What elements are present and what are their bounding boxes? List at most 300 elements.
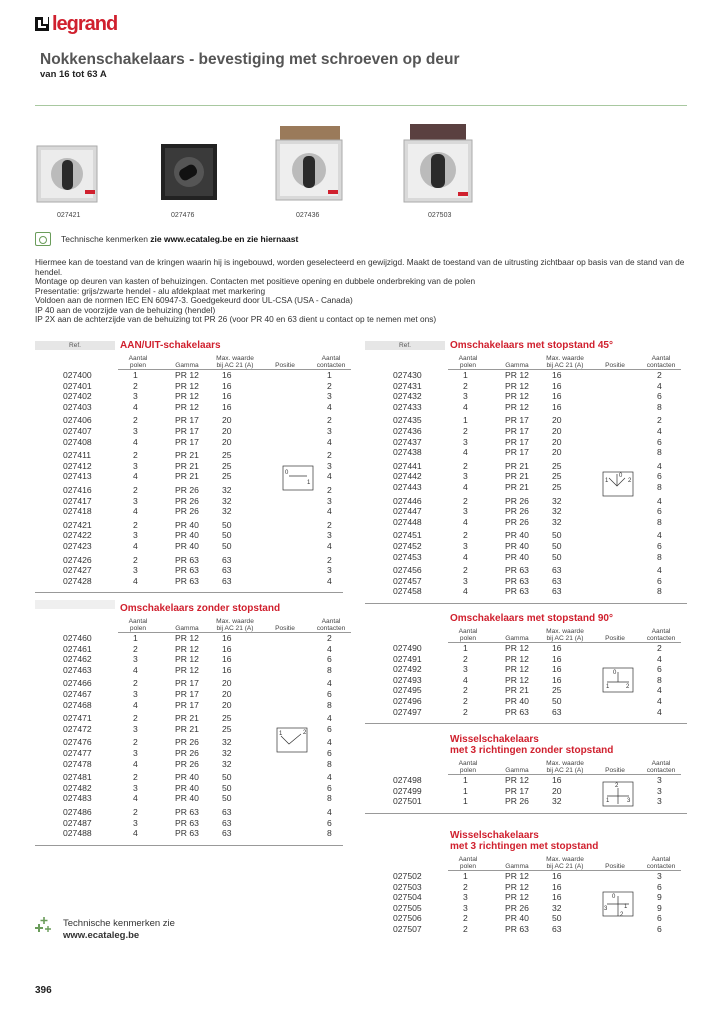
diagram-label: 3: [604, 906, 608, 912]
page-number: 396: [35, 985, 52, 996]
max-cell: 32: [552, 902, 562, 913]
max-cell: 32: [222, 737, 232, 748]
contacten-cell: 8: [657, 482, 662, 492]
product-image-2: [155, 130, 225, 219]
contacten-cell: 8: [657, 447, 662, 458]
polen-cell: 2: [463, 653, 468, 664]
diagram-label: 1: [606, 684, 610, 690]
max-cell: 50: [552, 551, 562, 562]
contacten-cell: 4: [327, 772, 332, 783]
section-bottom-line: [365, 603, 687, 604]
polen-cell: 3: [133, 391, 138, 402]
gamma-cell: PR 40: [505, 541, 529, 551]
legrand-logo: [35, 14, 117, 34]
polen-cell: 3: [133, 426, 138, 436]
contacten-cell: 6: [657, 436, 662, 447]
col-header-polen: polen: [129, 362, 147, 369]
max-cell: 25: [552, 460, 562, 471]
contacten-cell: 8: [327, 664, 332, 675]
contacten-cell: 4: [327, 643, 332, 654]
intro-line: IP 40 aan de voorzijde van de behuizing (hendel): [35, 304, 216, 315]
contacten-cell: 4: [657, 426, 662, 436]
ref-cell: 027488: [63, 828, 92, 839]
tech-prefix: Technische kenmerken: [61, 234, 151, 244]
ref-cell: 027481: [63, 772, 92, 783]
gamma-cell: PR 40: [175, 793, 199, 804]
max-cell: 32: [222, 485, 232, 495]
polen-cell: 4: [133, 471, 138, 482]
ref-cell: 027471: [63, 713, 92, 724]
contacten-cell: 9: [657, 892, 662, 903]
max-cell: 16: [222, 370, 232, 380]
ref-cell: 027497: [393, 706, 422, 717]
gamma-cell: PR 26: [505, 506, 529, 517]
gamma-cell: PR 17: [175, 436, 199, 447]
max-cell: 63: [222, 817, 232, 828]
ref-cell: 027482: [63, 782, 92, 793]
intro-line: IP 2X aan de achterzijde van de behuizing tot PR 26 (voor PR 40 en 63 dient u contact op te nemen met ons): [35, 314, 437, 324]
gamma-cell: PR 21: [175, 460, 199, 471]
contacten-cell: 2: [327, 415, 332, 426]
max-cell: 16: [552, 643, 562, 653]
polen-cell: 3: [463, 575, 468, 586]
gamma-cell: PR 21: [175, 713, 199, 724]
col-header-contacten: Aantal: [321, 618, 341, 625]
diagram-label: 0: [613, 670, 617, 676]
polen-cell: 3: [463, 391, 468, 402]
gamma-cell: PR 12: [505, 871, 529, 881]
ref-cell: 027400: [63, 370, 92, 380]
polen-cell: 2: [133, 678, 138, 689]
col-header-polen: polen: [459, 635, 477, 642]
contacten-cell: 6: [657, 664, 662, 675]
polen-cell: 4: [463, 447, 468, 458]
ref-cell: 027401: [63, 380, 92, 391]
section-bottom-line: [35, 592, 343, 593]
gamma-cell: PR 26: [175, 485, 199, 495]
polen-cell: 4: [133, 575, 138, 586]
max-cell: 32: [222, 506, 232, 517]
col-header-contacten: contacten: [646, 767, 676, 774]
contacten-cell: 4: [327, 541, 332, 551]
diagram-label: 1: [606, 798, 610, 804]
contacten-cell: 3: [327, 426, 332, 436]
polen-cell: 2: [133, 807, 138, 817]
polen-cell: 2: [463, 706, 468, 717]
diagram-label: 1: [307, 480, 311, 486]
polen-cell: 2: [463, 924, 468, 934]
col-header-positie: Positie: [275, 625, 295, 632]
max-cell: 63: [222, 807, 232, 817]
ref-cell: 027437: [393, 436, 422, 447]
contacten-cell: 6: [657, 575, 662, 586]
col-header-max: Max. waarde: [546, 760, 584, 767]
gamma-cell: PR 26: [175, 506, 199, 517]
max-cell: 16: [222, 633, 232, 643]
ref-cell: 027423: [63, 541, 92, 551]
gamma-cell: PR 26: [505, 902, 529, 913]
ref-cell: 027406: [63, 415, 92, 426]
contacten-cell: 3: [327, 530, 332, 541]
ref-cell: 027498: [393, 775, 422, 785]
max-cell: 20: [222, 699, 232, 710]
ref-cell: 027491: [393, 653, 422, 664]
col-header-contacten: Aantal: [651, 760, 671, 767]
tech-link[interactable]: zie www.ecataleg.be en zie hiernaast: [150, 234, 299, 244]
max-cell: 20: [552, 436, 562, 447]
gamma-cell: PR 17: [175, 699, 199, 710]
max-cell: 50: [222, 782, 232, 793]
contacten-cell: 4: [327, 737, 332, 748]
col-header-contacten: Aantal: [321, 355, 341, 362]
section-title: AAN/UIT-schakelaars: [120, 340, 221, 351]
contacten-cell: 4: [327, 713, 332, 724]
ref-cell: 027492: [393, 664, 422, 675]
diagram-label: 1: [279, 731, 283, 737]
col-header-polen: Aantal: [458, 760, 478, 767]
max-cell: 63: [552, 924, 562, 934]
gamma-cell: PR 63: [175, 807, 199, 817]
polen-cell: 4: [133, 758, 138, 769]
max-cell: 20: [222, 415, 232, 426]
product-image-4: [400, 120, 480, 219]
col-header-polen: polen: [459, 863, 477, 870]
diagram-label: 0: [612, 894, 616, 900]
max-cell: 16: [222, 380, 232, 391]
footer-tech-line: Technische kenmerken zie: [63, 918, 175, 929]
max-cell: 16: [222, 654, 232, 665]
gamma-cell: PR 12: [505, 674, 529, 685]
contacten-cell: 2: [327, 519, 332, 530]
polen-cell: 4: [463, 482, 468, 492]
contacten-cell: 4: [657, 565, 662, 576]
diagram-label: 2: [620, 912, 624, 918]
max-cell: 16: [552, 380, 562, 391]
gamma-cell: PR 26: [175, 737, 199, 748]
ref-header: Ref.: [35, 341, 115, 350]
contacten-cell: 2: [327, 554, 332, 565]
gamma-cell: PR 40: [505, 530, 529, 541]
ref-cell: 027499: [393, 785, 422, 796]
ref-cell: 027408: [63, 436, 92, 447]
ref-cell: 027458: [393, 586, 422, 597]
max-cell: 32: [222, 495, 232, 506]
max-cell: 50: [222, 530, 232, 541]
polen-cell: 4: [133, 664, 138, 675]
max-cell: 16: [552, 892, 562, 903]
contacten-cell: 9: [657, 902, 662, 913]
ref-cell: 027435: [393, 415, 422, 426]
col-header-contacten: Aantal: [651, 628, 671, 635]
polen-cell: 1: [133, 370, 138, 380]
ref-cell: 027468: [63, 699, 92, 710]
ref-spacer-bar: [35, 600, 115, 609]
polen-cell: 3: [133, 817, 138, 828]
gamma-cell: PR 12: [175, 401, 199, 412]
diagram-label: 0: [619, 473, 623, 479]
contacten-cell: 4: [327, 807, 332, 817]
ref-cell: 027411: [63, 450, 92, 461]
gamma-cell: PR 26: [505, 796, 529, 807]
gamma-cell: PR 12: [175, 391, 199, 402]
polen-cell: 3: [133, 654, 138, 665]
gamma-cell: PR 63: [505, 586, 529, 597]
max-cell: 50: [552, 541, 562, 551]
polen-cell: 1: [463, 643, 468, 653]
polen-cell: 1: [463, 785, 468, 796]
contacten-cell: 3: [327, 460, 332, 471]
diagram-label: 2: [626, 684, 630, 690]
gamma-cell: PR 40: [175, 530, 199, 541]
polen-cell: 3: [463, 471, 468, 482]
ref-cell: 027460: [63, 633, 92, 643]
header-underline: [448, 870, 681, 871]
max-cell: 25: [222, 460, 232, 471]
gamma-cell: PR 17: [505, 436, 529, 447]
ref-cell: 027417: [63, 495, 92, 506]
contacten-cell: 8: [657, 401, 662, 412]
product-image-1: [35, 130, 105, 219]
col-header-contacten: Aantal: [651, 856, 671, 863]
col-header-gamma: Gamma: [505, 767, 529, 774]
contacten-cell: 6: [657, 391, 662, 402]
polen-cell: 3: [463, 664, 468, 675]
section-title: Wisselschakelaars: [450, 734, 539, 745]
ref-cell: 027418: [63, 506, 92, 517]
ref-cell: 027416: [63, 485, 92, 495]
col-header-contacten: contacten: [646, 362, 676, 369]
ref-cell: 027403: [63, 401, 92, 412]
contacten-cell: 6: [327, 723, 332, 734]
ref-cell: 027412: [63, 460, 92, 471]
header-underline: [448, 369, 681, 370]
ref-cell: 027446: [393, 495, 422, 506]
polen-cell: 4: [463, 516, 468, 527]
col-header-polen: polen: [129, 625, 147, 632]
gamma-cell: PR 40: [175, 782, 199, 793]
polen-cell: 2: [133, 713, 138, 724]
ref-cell: 027463: [63, 664, 92, 675]
footer-tech-link[interactable]: www.ecataleg.be: [63, 930, 140, 941]
col-header-max: bij AC 21 (A): [216, 362, 254, 369]
contacten-cell: 6: [657, 924, 662, 934]
ref-cell: 027442: [393, 471, 422, 482]
contacten-cell: 6: [657, 471, 662, 482]
polen-cell: 2: [133, 737, 138, 748]
position-diagram: [599, 888, 639, 920]
gamma-cell: PR 40: [175, 541, 199, 551]
polen-cell: 2: [133, 554, 138, 565]
polen-cell: 2: [463, 565, 468, 576]
contacten-cell: 6: [327, 782, 332, 793]
col-header-gamma: Gamma: [505, 635, 529, 642]
polen-cell: 3: [133, 495, 138, 506]
position-diagram: [279, 462, 319, 494]
ref-cell: 027426: [63, 554, 92, 565]
gamma-cell: PR 12: [175, 643, 199, 654]
max-cell: 16: [222, 401, 232, 412]
contacten-cell: 6: [657, 541, 662, 551]
polen-cell: 2: [133, 415, 138, 426]
polen-cell: 3: [463, 506, 468, 517]
gamma-cell: PR 12: [505, 892, 529, 903]
contacten-cell: 3: [657, 785, 662, 796]
ref-cell: 027432: [393, 391, 422, 402]
ref-cell: 027501: [393, 796, 422, 807]
gamma-cell: PR 26: [505, 516, 529, 527]
polen-cell: 4: [133, 699, 138, 710]
max-cell: 16: [552, 401, 562, 412]
diagram-label: 2: [303, 730, 307, 736]
col-header-contacten: contacten: [316, 362, 346, 369]
col-header-polen: Aantal: [128, 355, 148, 362]
ref-cell: 027495: [393, 685, 422, 696]
max-cell: 50: [552, 530, 562, 541]
gamma-cell: PR 40: [175, 772, 199, 783]
gamma-cell: PR 21: [505, 471, 529, 482]
tech-reference: [35, 232, 298, 246]
gamma-cell: PR 21: [175, 450, 199, 461]
ref-cell: 027452: [393, 541, 422, 551]
gamma-cell: PR 12: [505, 401, 529, 412]
ref-cell: 027402: [63, 391, 92, 402]
gamma-cell: PR 63: [505, 706, 529, 717]
contacten-cell: 4: [327, 471, 332, 482]
gamma-cell: PR 12: [175, 633, 199, 643]
gamma-cell: PR 17: [175, 426, 199, 436]
col-header-polen: polen: [459, 767, 477, 774]
col-header-polen: Aantal: [458, 628, 478, 635]
header-underline: [448, 642, 681, 643]
ref-cell: 027476: [63, 737, 92, 748]
ref-cell: 027461: [63, 643, 92, 654]
gamma-cell: PR 17: [505, 426, 529, 436]
gamma-cell: PR 21: [175, 723, 199, 734]
ref-cell: 027457: [393, 575, 422, 586]
max-cell: 63: [552, 706, 562, 717]
gamma-cell: PR 40: [175, 519, 199, 530]
gamma-cell: PR 63: [505, 924, 529, 934]
brand-name: legrand: [52, 12, 118, 35]
col-header-positie: Positie: [605, 767, 625, 774]
ref-cell: 027478: [63, 758, 92, 769]
col-header-gamma: Gamma: [175, 362, 199, 369]
ref-cell: 027467: [63, 689, 92, 699]
gamma-cell: PR 21: [505, 482, 529, 492]
gamma-cell: PR 12: [505, 881, 529, 892]
ref-cell: 027504: [393, 892, 422, 903]
polen-cell: 3: [133, 565, 138, 576]
ref-cell: 027502: [393, 871, 422, 881]
section-title: Wisselschakelaars: [450, 830, 539, 841]
polen-cell: 4: [133, 436, 138, 447]
max-cell: 20: [222, 426, 232, 436]
contacten-cell: 2: [327, 485, 332, 495]
polen-cell: 3: [463, 892, 468, 903]
product-ref-3: 027436: [296, 212, 320, 219]
col-header-gamma: Gamma: [505, 863, 529, 870]
col-header-gamma: Gamma: [505, 362, 529, 369]
ref-cell: 027433: [393, 401, 422, 412]
max-cell: 25: [222, 723, 232, 734]
max-cell: 20: [552, 447, 562, 458]
gamma-cell: PR 63: [505, 575, 529, 586]
polen-cell: 2: [133, 485, 138, 495]
gamma-cell: PR 40: [505, 913, 529, 924]
contacten-cell: 8: [657, 674, 662, 685]
position-diagram: [599, 468, 639, 500]
ref-cell: 027421: [63, 519, 92, 530]
contacten-cell: 8: [327, 699, 332, 710]
gamma-cell: PR 26: [505, 495, 529, 506]
position-diagram: [599, 664, 639, 696]
col-header-max: bij AC 21 (A): [546, 767, 584, 774]
contacten-cell: 2: [657, 415, 662, 426]
polen-cell: 3: [463, 902, 468, 913]
contacten-cell: 6: [327, 654, 332, 665]
max-cell: 20: [552, 415, 562, 426]
contacten-cell: 4: [657, 495, 662, 506]
col-header-contacten: contacten: [316, 625, 346, 632]
ref-cell: 027448: [393, 516, 422, 527]
header-underline: [448, 774, 681, 775]
product-ref-1: 027421: [57, 212, 81, 219]
polen-cell: 4: [463, 586, 468, 597]
max-cell: 25: [222, 713, 232, 724]
polen-cell: 4: [133, 401, 138, 412]
contacten-cell: 3: [657, 796, 662, 807]
polen-cell: 4: [133, 828, 138, 839]
contacten-cell: 6: [327, 817, 332, 828]
legrand-logo-icon: [35, 17, 49, 31]
col-header-max: Max. waarde: [546, 856, 584, 863]
max-cell: 20: [222, 678, 232, 689]
ref-header: Ref.: [365, 341, 445, 350]
gamma-cell: PR 21: [175, 471, 199, 482]
contacten-cell: 2: [327, 633, 332, 643]
gamma-cell: PR 26: [175, 748, 199, 758]
polen-cell: 4: [133, 793, 138, 804]
max-cell: 25: [222, 471, 232, 482]
polen-cell: 3: [133, 723, 138, 734]
ref-cell: 027466: [63, 678, 92, 689]
col-header-max: Max. waarde: [216, 618, 254, 625]
tech-reference-text: [61, 234, 298, 244]
max-cell: 32: [222, 758, 232, 769]
col-header-max: bij AC 21 (A): [546, 635, 584, 642]
contacten-cell: 4: [327, 436, 332, 447]
contacten-cell: 6: [657, 881, 662, 892]
gamma-cell: PR 21: [505, 460, 529, 471]
max-cell: 16: [552, 674, 562, 685]
gamma-cell: PR 12: [505, 380, 529, 391]
product-image-3: [272, 122, 352, 219]
gamma-cell: PR 12: [505, 664, 529, 675]
gamma-cell: PR 63: [505, 565, 529, 576]
gamma-cell: PR 63: [175, 828, 199, 839]
polen-cell: 2: [463, 426, 468, 436]
gamma-cell: PR 12: [505, 370, 529, 380]
max-cell: 32: [222, 748, 232, 758]
max-cell: 63: [222, 554, 232, 565]
product-ref-2: 027476: [171, 212, 195, 219]
polen-cell: 3: [133, 460, 138, 471]
col-header-contacten: contacten: [646, 863, 676, 870]
gamma-cell: PR 17: [175, 415, 199, 426]
intro-text: [35, 258, 685, 325]
polen-cell: 1: [463, 796, 468, 807]
col-header-positie: Positie: [275, 362, 295, 369]
